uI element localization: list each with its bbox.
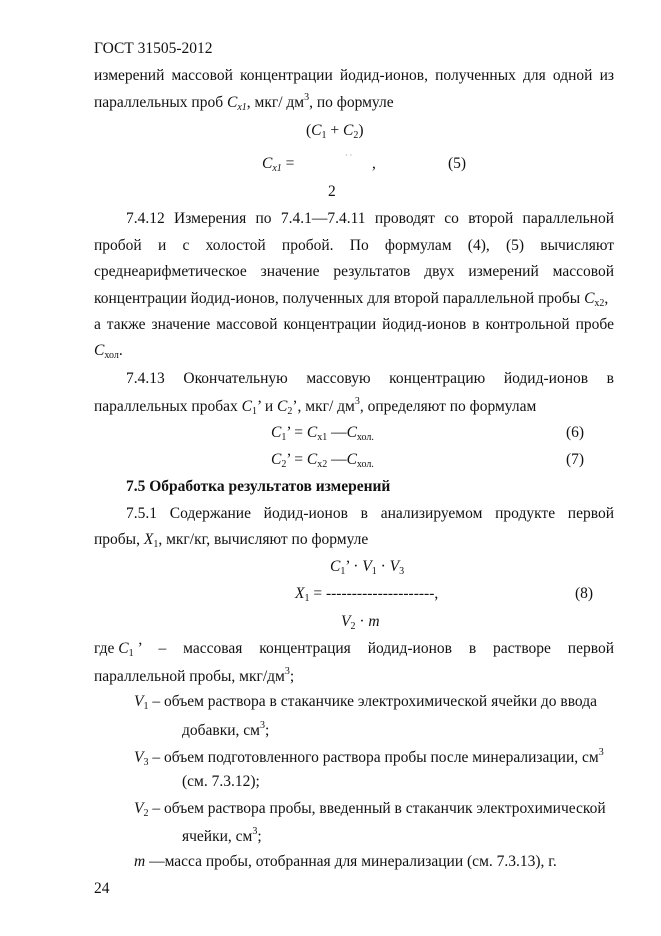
paragraph-line: среднеарифметическое значение результатов двух измерений массовой: [94, 263, 614, 280]
legend-line: где $C_1$ ’ – массовая концентрация йодид-ионов в растворе первой: [94, 640, 614, 659]
paragraph-line: 7.4.12 Измерения по 7.4.1—7.4.11 проводят со второй параллельной: [126, 210, 614, 227]
formula-5-numerator: $(C_1 + C_2)$: [306, 122, 364, 141]
legend-m: m —масса пробы, отобранная для минерализации (см. 7.3.13), г.: [134, 853, 557, 870]
formula-5-number: (5): [448, 155, 467, 172]
legend-v3: $V_3$ – объем подготовленного раствора пробы после минерализации, $см^3$: [134, 747, 604, 768]
legend-v2-cont: ячейки, $см^3$;: [182, 826, 262, 845]
formula-6-number: (6): [566, 424, 585, 441]
legend-v3-cont: (см. 7.3.12);: [182, 773, 260, 790]
paragraph-line: параллельных проб $C_{x1}$, мкг/ $дм^3$, по формуле: [94, 92, 394, 113]
paragraph-line: 7.4.13 Окончательную массовую концентрацию йодид-ионов в: [126, 370, 614, 387]
formula-8-numerator: $C_1$’ · $V_1 \cdot V_3$: [330, 558, 405, 577]
formula-7: $C_2$’ = $C_{x2}$ $—C_{хол.}$: [271, 451, 374, 470]
formula-8-denominator: $V_2 \cdot m$: [341, 613, 380, 632]
legend-v2: $V_2$ – объем раствора пробы, введенный в стаканчик электрохимической: [134, 800, 606, 819]
formula-7-number: (7): [566, 451, 585, 468]
paragraph-line: $C_{хол}$.: [94, 342, 123, 361]
document-header: ГОСТ 31505-2012: [94, 40, 213, 57]
paragraph-line: пробы, $X_1$, мкг/кг, вычисляют по формуле: [94, 531, 369, 550]
formula-8-lhs: $X_1$ = ---------------------,: [295, 585, 439, 604]
page-number: 24: [94, 880, 110, 897]
legend-line: параллельной пробы, мкг/$дм^3$;: [94, 666, 295, 685]
paragraph-line: измерений массовой концентрации йодид-ионов, полученных для одной из: [94, 67, 614, 84]
section-title: 7.5 Обработка результатов измерений: [126, 478, 391, 495]
formula-6: $C_1$’ = $C_{x1}$ $—C_{хол.}$: [271, 424, 374, 443]
paragraph-line: параллельных пробах $C_1$’ и $C_2$’, мкг/ $дм^3$, определяют по формулам: [94, 396, 537, 417]
formula-5-dots: · ·: [345, 151, 353, 160]
paragraph-line: 7.5.1 Содержание йодид-ионов в анализируемом продукте первой: [126, 505, 614, 522]
paragraph-line: пробой и с холостой пробой. По формулам (4), (5) вычисляют: [94, 237, 614, 254]
formula-8-number: (8): [575, 585, 594, 602]
formula-5-denominator: 2: [328, 183, 336, 200]
paragraph-line: концентрации йодид-ионов, полученных для второй параллельной пробы $C_{x2}$,: [94, 290, 609, 309]
formula-5-comma: ,: [372, 155, 376, 172]
paragraph-line: а также значение массовой концентрации йодид-ионов в контрольной пробе: [94, 316, 614, 333]
legend-v1: $V_1$ – объем раствора в стаканчике электрохимической ячейки до ввода: [134, 693, 597, 712]
formula-5-lhs: $C_{x1}$ =: [262, 155, 295, 174]
legend-v1-cont: добавки, $см^3$;: [182, 720, 270, 739]
